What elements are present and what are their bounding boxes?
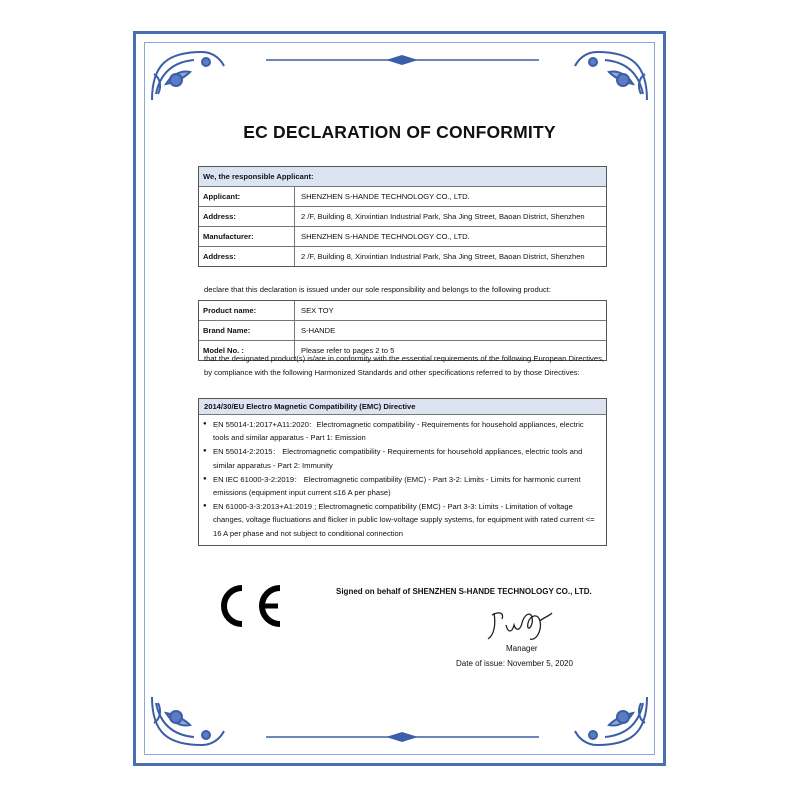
ornament-rule-icon — [266, 731, 539, 743]
row-label: Model No. : — [199, 341, 295, 360]
signed-on-behalf: Signed on behalf of SHENZHEN S-HANDE TECHNOLOGY CO., LTD. — [336, 587, 592, 596]
table-row — [199, 320, 606, 340]
table-row — [199, 186, 606, 206]
row-label: Manufacturer: — [199, 227, 295, 246]
row-label: Address: — [199, 207, 295, 226]
table-row — [199, 206, 606, 226]
row-value: S-HANDE — [301, 326, 336, 335]
certificate — [133, 31, 666, 766]
signature-block — [336, 587, 606, 668]
corner-ornament-icon — [146, 44, 232, 106]
row-label: Brand Name: — [199, 321, 295, 340]
row-label: Address: — [199, 247, 295, 266]
signature-icon — [486, 603, 556, 645]
row-value: SHENZHEN S-HANDE TECHNOLOGY CO., LTD. — [301, 232, 470, 241]
corner-ornament-icon — [567, 691, 653, 753]
row-value: SEX TOY — [301, 306, 334, 315]
ce-mark-icon — [212, 582, 286, 630]
table-row — [199, 226, 606, 246]
applicant-table-header: We, the responsible Applicant: — [199, 167, 606, 186]
table-row — [199, 301, 606, 320]
standards-list — [199, 415, 606, 545]
table-row — [199, 246, 606, 266]
list-item: ● EN 55014-1:2017+A11:2020：Electromagnetic compatibility - Requirements for household appliances, electric tools and similar apparatus - Part 1: Emission — [213, 418, 600, 444]
row-label: Applicant: — [199, 187, 295, 206]
list-item: ● EN IEC 61000-3-2:2019： Electromagnetic compatibility (EMC) - Part 3-2: Limits - Limits for harmonic current emissions (equipment input current ≤16 A per phase) — [213, 473, 600, 499]
directive-box — [198, 398, 607, 546]
corner-ornament-icon — [146, 691, 232, 753]
issue-date: Date of issue: November 5, 2020 — [456, 659, 573, 668]
conformity-statement: that the designated product(s) is/are in conformity with the essential requirements of the following European Directives, by compliance with the following Harmonized Standards and other specifications referred to by those Directives: — [204, 354, 604, 377]
list-item: ● EN 61000-3-3:2013+A1:2019 ; Electromagnetic compatibility (EMC) - Part 3-3: Limits - Limitation of voltage changes, voltage fluctuations and flicker in public low-voltage supply systems, for equipment with rated current <= 16 A per phase and not subject to conditional connection — [213, 500, 600, 540]
applicant-table — [198, 166, 607, 267]
signer-role: Manager — [506, 644, 538, 653]
document-title: EC DECLARATION OF CONFORMITY — [243, 122, 556, 142]
row-value: Please refer to pages 2 to 5 — [301, 346, 395, 355]
corner-ornament-icon — [567, 44, 653, 106]
declare-statement: declare that this declaration is issued under our sole responsibility and belongs to the following product: — [204, 285, 551, 294]
row-label: Product name: — [199, 301, 295, 320]
directive-header: 2014/30/EU Electro Magnetic Compatibility (EMC) Directive — [199, 399, 606, 415]
list-item: ● EN 55014-2:2015： Electromagnetic compatibility - Requirements for household appliances, electric tools and similar apparatus - Part 2: Immunity — [213, 445, 600, 471]
row-value: 2 /F, Building 8, Xinxintian Industrial Park, Sha Jing Street, Baoan District, Shenzhen — [301, 252, 585, 261]
row-value: 2 /F, Building 8, Xinxintian Industrial Park, Sha Jing Street, Baoan District, Shenzhen — [301, 212, 585, 221]
row-value: SHENZHEN S-HANDE TECHNOLOGY CO., LTD. — [301, 192, 470, 201]
ornament-rule-icon — [266, 54, 539, 66]
